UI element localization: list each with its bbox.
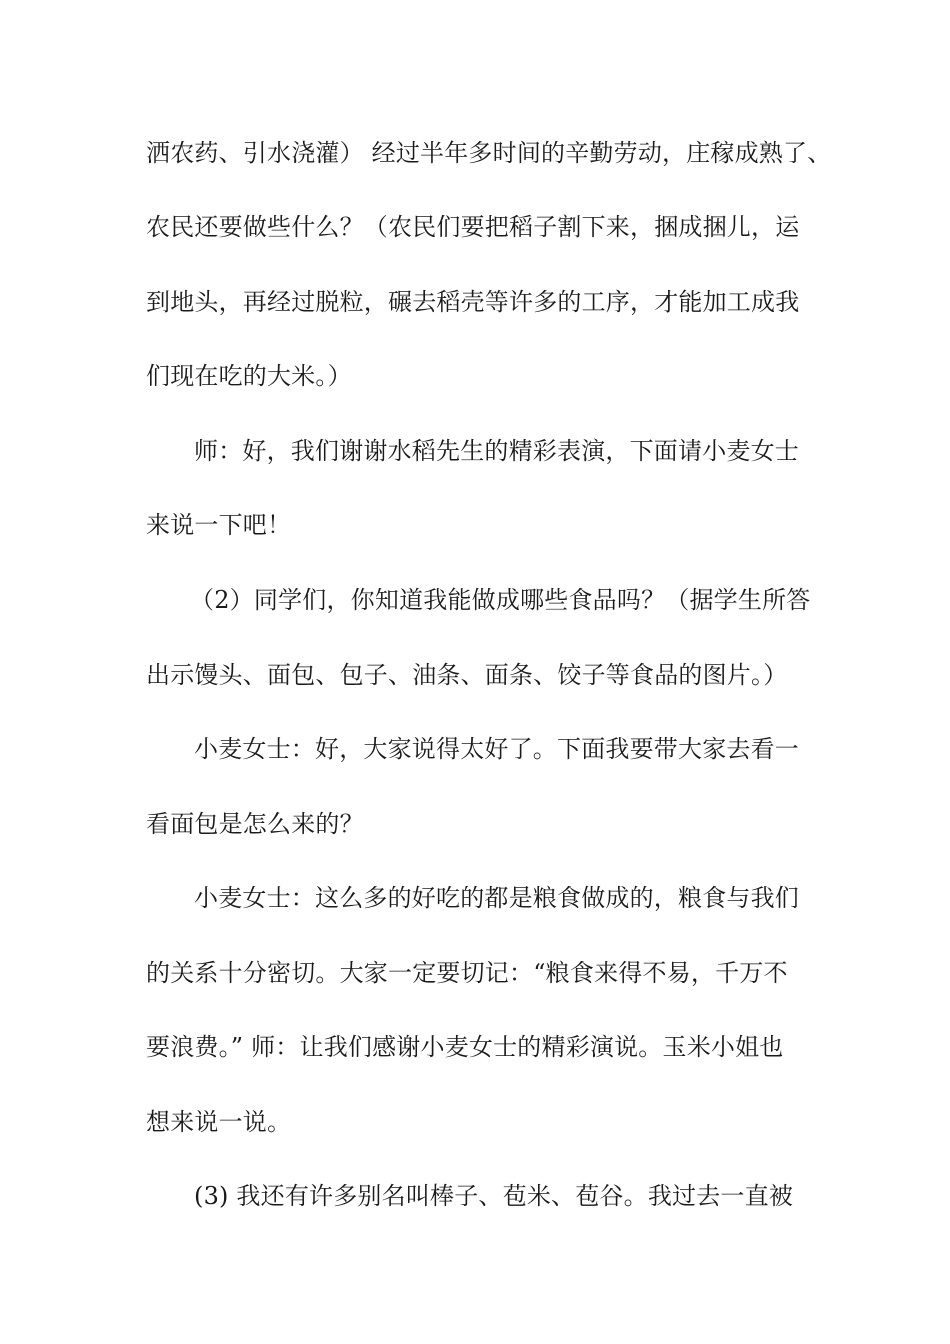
text-line: 看面包是怎么来的？: [146, 810, 364, 838]
paragraph-first-line: 小麦女士：好，大家说得太好了。下面我要带大家去看一: [194, 735, 799, 763]
paragraph-first-line: 小麦女士：这么多的好吃的都是粮食做成的，粮食与我们: [194, 884, 799, 912]
text-line: 洒农药、引水浇灌） 经过半年多时间的辛勤劳动，庄稼成熟了、: [146, 139, 832, 167]
text-line: 农民还要做些什么？（农民们要把稻子割下来，捆成捆儿，运: [146, 213, 800, 241]
paragraph-first-line: (3) 我还有许多别名叫棒子、苞米、苞谷。我过去一直被: [194, 1182, 794, 1210]
text-line: 想来说一说。: [146, 1108, 292, 1136]
text-line: 出示馒头、面包、包子、油条、面条、饺子等食品的图片。）: [146, 661, 788, 689]
text-line: 的关系十分密切。大家一定要切记：“粮食来得不易，千万不: [146, 959, 788, 987]
paragraph-first-line: 师：好，我们谢谢水稻先生的精彩表演，下面请小麦女士: [194, 437, 799, 465]
text-line: 到地头，再经过脱粒，碾去稻壳等许多的工序，才能加工成我: [146, 288, 800, 316]
paragraph-first-line: （2）同学们，你知道我能做成哪些食品吗？（据学生所答: [190, 586, 811, 614]
text-line: 们现在吃的大米。）: [146, 362, 352, 390]
text-line: 来说一下吧！: [146, 511, 292, 539]
text-line: 要浪费。” 师：让我们感谢小麦女士的精彩演说。玉米小姐也: [146, 1033, 784, 1061]
